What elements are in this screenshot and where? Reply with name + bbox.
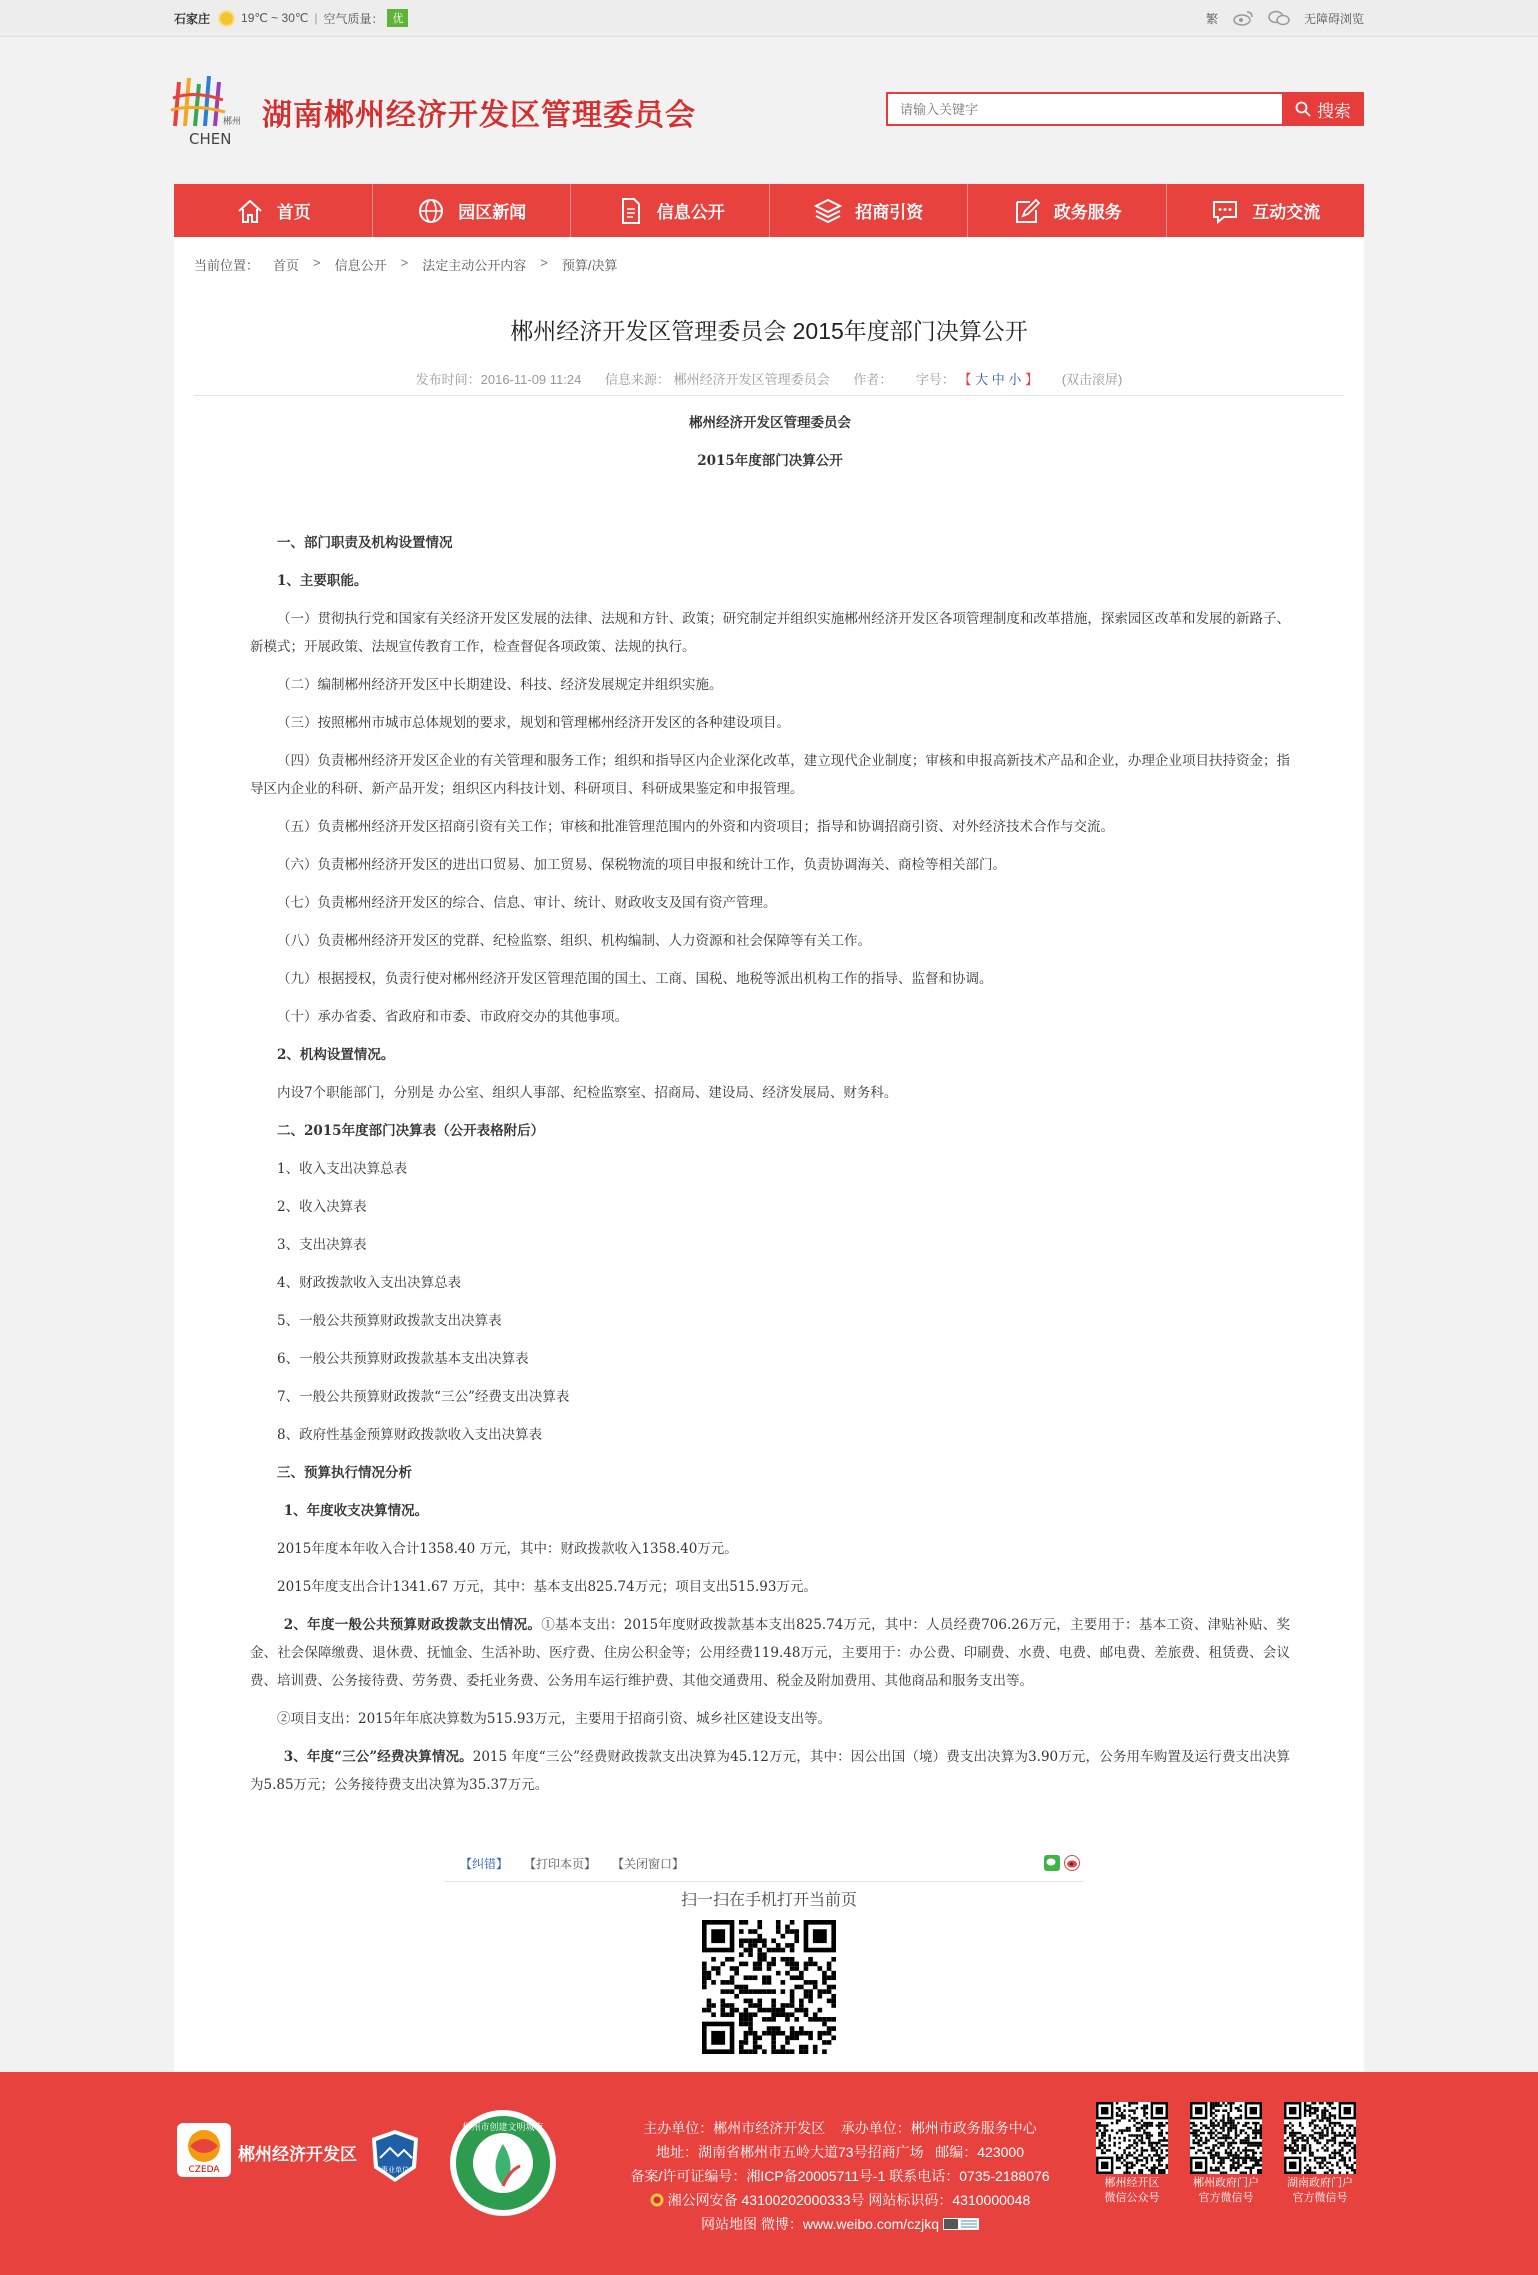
paragraph: （十）承办省委、省政府和市委、市政府交办的其他事项。 [277,1009,628,1025]
footer-info [560,2116,1120,2236]
qr-caption: 扫一扫在手机打开当前页 [680,1892,857,1909]
divider [194,395,1344,396]
table-list-item: 4、财政拨款收入支出决算总表 [277,1275,462,1291]
document-icon [615,196,645,226]
nav-item-info-disclosure[interactable] [571,184,770,237]
article-meta [174,369,1364,388]
air-quality-badge: 优 [387,9,408,27]
share-buttons [1044,1855,1080,1871]
paragraph: （一）贯彻执行党和国家有关经济开发区发展的法律、法规和方针、政策；研究制定并组织实施郴州经济开发区各项管理制度和改革措施，探索园区改革和发展的新路子、新模式；开展政策、法规宣传教育工作，检查督促各项政策、法规的执行。 [250,611,1290,655]
breadcrumb-budget[interactable]: 预算/决算 [561,258,618,273]
paragraph: （二）编制郴州经济开发区中长期建设、科技、经济发展规定并组织实施。 [277,677,723,693]
paragraph: 2015年度支出合计1341.67 万元，其中：基本支出825.74万元；项目支出515.93万元。 [277,1579,817,1595]
close-window-link[interactable]: 【关闭窗口】 [612,1856,685,1871]
table-list-item: 8、政府性基金预算财政拨款收入支出决算表 [277,1427,543,1443]
qr-code [1096,2102,1168,2174]
civilized-city-text: 郴州市创建文明城市 [462,2123,544,2133]
section-heading: 三、预算执行情况分析 [277,1465,412,1481]
author: 作者： [853,372,893,387]
table-list-item: 3、支出决算表 [277,1237,367,1253]
subsection-heading: 2、机构设置情况。 [277,1047,395,1063]
temperature: 19℃ ~ 30℃ [241,11,309,25]
font-size-label: 字号： [915,372,955,387]
qr-label: 湖南政府门户 [1287,2177,1353,2189]
table-list-item: 7、一般公共预算财政拨款“三公”经费支出决算表 [277,1389,570,1405]
body-center-subtitle: 2015年度部门决算公开 [697,453,843,469]
top-bar [0,0,1538,37]
subsection-heading: 1、主要职能。 [277,573,368,589]
nav-label: 政务服务 [1053,203,1122,222]
paragraph: 内设7个职能部门，分别是 办公室、组织人事部、纪检监察室、招商局、建设局、经济发展局、财务科。 [277,1085,898,1101]
qr-label: 官方微信号 [1292,2192,1348,2204]
paragraph-text: ①基本支出：2015年度财政拨款基本支出825.74万元，其中：人员经费706.26万元，主要用于：基本工资、津贴补贴、奖金、社会保障缴费、退休费、抚恤金、生活补助、医疗费、住房公积金等；公用经费119.48万元，主要用于：办公费、印刷费、水费、电费、邮电费、差旅费、租赁费、会议费、培训费、公务接待费、劳务费、委托业务费、公务用车运行维护费、其他交通费用、税金及附加费用、其他商品和服务支出等。 [250,1617,1290,1689]
public-institution-badge[interactable] [370,2128,420,2184]
paragraph: （四）负责郴州经济开发区企业的有关管理和服务工作；组织和指导区内企业深化改革，建立现代企业制度；审核和申报高新技术产品和企业，办理企业项目扶持资金；指导区内企业的科研、新产品开发；组织区内科技计划、科研项目、科研成果鉴定和申报管理。 [250,753,1290,797]
table-list-item: 2、收入决算表 [277,1199,367,1215]
footer-qr-hunan-gov [1280,2102,1360,2206]
footer-brand: 郴州经济开发区 [238,2145,357,2164]
font-size-medium[interactable]: 中 [991,372,1005,387]
body-center-title: 郴州经济开发区管理委员会 [689,415,851,431]
breadcrumb [194,255,617,274]
nav-item-news[interactable] [373,184,572,237]
city-name: 石家庄 [174,11,211,26]
czeda-logo [176,2122,232,2178]
globe-icon [416,196,446,226]
layers-icon [813,196,843,226]
nav-label: 信息公开 [656,203,725,222]
section-heading: 一、部门职责及机构设置情况 [277,535,453,551]
paragraph: 2015年度本年收入合计1358.40 万元，其中：财政拨款收入1358.40万元。 [277,1541,738,1557]
bracket: 【 [958,372,972,387]
czeda-logo-text: CZEDA [188,2165,220,2175]
search-box [886,92,1364,126]
civilized-city-badge[interactable] [448,2108,558,2218]
logo-sub-text: 郴州 [223,117,242,127]
nav-label: 互动交流 [1252,203,1321,222]
edit-icon [1012,196,1042,226]
nav-item-interaction[interactable] [1167,184,1365,237]
paragraph: ②项目支出：2015年年底决算数为515.93万元，主要用于招商引资、城乡社区建设支出等。 [277,1711,832,1727]
paragraph: （八）负责郴州经济开发区的党群、纪检监察、组织、机构编制、人力资源和社会保障等有关工作。 [277,933,871,949]
qr-code [1190,2102,1262,2174]
page-qr-code [702,1920,836,2054]
search-button[interactable] [1282,92,1364,126]
traditional-chinese-link[interactable]: 繁 [1205,11,1218,26]
search-button-label: 搜索 [1317,101,1351,121]
host-unit: 主办单位：郴州市经济开发区 [643,2120,826,2136]
paragraph-heading: 2、年度一般公共预算财政拨款支出情况。 [283,1617,542,1633]
breadcrumb-home[interactable]: 首页 [273,258,300,273]
double-click-scroll[interactable]: (双击滚屏) [1061,372,1123,387]
breadcrumb-separator: > [313,255,321,270]
logo-text: CHEN [189,130,232,148]
font-size-control [916,372,1042,387]
weibo-share-icon[interactable] [1064,1855,1080,1871]
police-record[interactable]: 湘公网安备 43100202000333号 网站标识码：4310000048 [667,2192,1031,2208]
nav-item-home[interactable] [174,184,373,237]
cnzz-badge-icon[interactable] [943,2218,979,2230]
main-nav [174,184,1364,237]
table-list-item: 1、收入支出决算总表 [277,1161,408,1177]
breadcrumb-statutory[interactable]: 法定主动公开内容 [422,258,527,273]
print-link[interactable]: 【打印本页】 [524,1856,597,1871]
address: 地址：湖南省郴州市五岭大道73号招商广场 [656,2144,924,2160]
icp-record[interactable]: 备案/许可证编号：湘ICP备20005711号-1 联系电话：0735-2188076 [630,2168,1050,2184]
qr-label: 郴州政府门户 [1193,2177,1259,2189]
font-size-small[interactable]: 小 [1008,372,1022,387]
breadcrumb-label: 当前位置： [194,258,260,273]
sitemap-weibo[interactable]: 网站地图 微博：www.weibo.com/czjkq [701,2216,940,2232]
wechat-share-icon[interactable] [1044,1855,1060,1871]
table-list-item: 6、一般公共预算财政拨款基本支出决算表 [277,1351,529,1367]
section-heading: 二、2015年度部门决算表（公开表格附后） [277,1123,545,1139]
chat-icon [1210,196,1240,226]
accessible-browsing-link[interactable]: 无障碍浏览 [1303,11,1364,26]
footer [0,2072,1538,2275]
site-logo[interactable] [165,70,265,148]
qr-label: 郴州经开区 [1104,2177,1160,2189]
paragraph-text: 2015 年度“三公”经费财政拨款支出决算为45.12万元，其中：因公出国（境）费支出决算为3.90万元，公务用车购置及运行费支出决算为5.85万元；公务接待费支出决算为35.37万元。 [250,1749,1290,1793]
paragraph: （三）按照郴州市城市总体规划的要求，规划和管理郴州经济开发区的各种建设项目。 [277,715,790,731]
subsection-heading: 1、年度收支决算情况。 [283,1503,429,1519]
main-content [174,237,1364,2072]
info-source: 信息来源： 郴州经济开发区管理委员会 [604,372,830,387]
nav-label: 园区新闻 [458,203,527,222]
article-tools [444,1845,1084,1882]
qr-label: 官方微信号 [1198,2192,1254,2204]
nav-item-gov-service[interactable] [968,184,1167,237]
table-list-item: 5、一般公共预算财政拨款支出决算表 [277,1313,502,1329]
publish-time: 发布时间：2016-11-09 11:24 [415,372,582,387]
font-size-large[interactable]: 大 [975,372,989,387]
nav-label: 首页 [276,203,311,222]
bracket: 】 [1025,372,1039,387]
search-icon [1295,101,1311,117]
paragraph: （五）负责郴州经济开发区招商引资有关工作；审核和批准管理范围内的外资和内资项目；指导和协调招商引资、对外经济技术合作与交流。 [277,819,1114,835]
correct-error-link[interactable]: 【纠错】 [460,1856,509,1871]
undertake-unit: 承办单位：郴州市政务服务中心 [840,2120,1037,2136]
nav-label: 招商引资 [855,203,924,222]
breadcrumb-separator: > [540,255,548,270]
nav-item-investment[interactable] [770,184,969,237]
qr-label: 微信公众号 [1104,2192,1160,2204]
sun-icon [220,12,233,25]
footer-qr-chenzhou-gov [1186,2102,1266,2206]
paragraph: （九）根据授权，负责行使对郴州经济开发区管理范围的国土、工商、国税、地税等派出机构工作的指导、监督和协调。 [277,971,993,987]
breadcrumb-separator: > [400,255,409,270]
air-quality-label: 空气质量： [323,11,384,26]
search-input[interactable] [886,92,1306,126]
police-badge-icon [650,2193,664,2207]
postcode: 邮编：423000 [935,2144,1024,2160]
footer-qr-econ-zone [1092,2102,1172,2206]
paragraph [250,1611,1290,1695]
home-icon [235,196,265,226]
paragraph-heading: 3、年度“三公”经费决算情况。 [283,1749,473,1765]
paragraph: （七）负责郴州经济开发区的综合、信息、审计、统计、财政收支及国有资产管理。 [277,895,777,911]
weibo-icon[interactable] [1232,10,1254,26]
wechat-icon[interactable] [1268,10,1290,26]
article-body [250,409,1290,1809]
site-title[interactable]: 湖南郴州经济开发区管理委员会 [262,99,696,132]
paragraph [250,1743,1290,1799]
breadcrumb-info-disclosure[interactable]: 信息公开 [334,258,387,273]
divider: | [314,11,318,25]
qr-code [1284,2102,1356,2174]
article-title: 郴州经济开发区管理委员会 2015年度部门决算公开 [510,318,1028,344]
paragraph: （六）负责郴州经济开发区的进出口贸易、加工贸易、保税物流的项目申报和统计工作，负责协调海关、商检等相关部门。 [277,857,1006,873]
public-institution-text: 事业单位 [381,2166,409,2174]
